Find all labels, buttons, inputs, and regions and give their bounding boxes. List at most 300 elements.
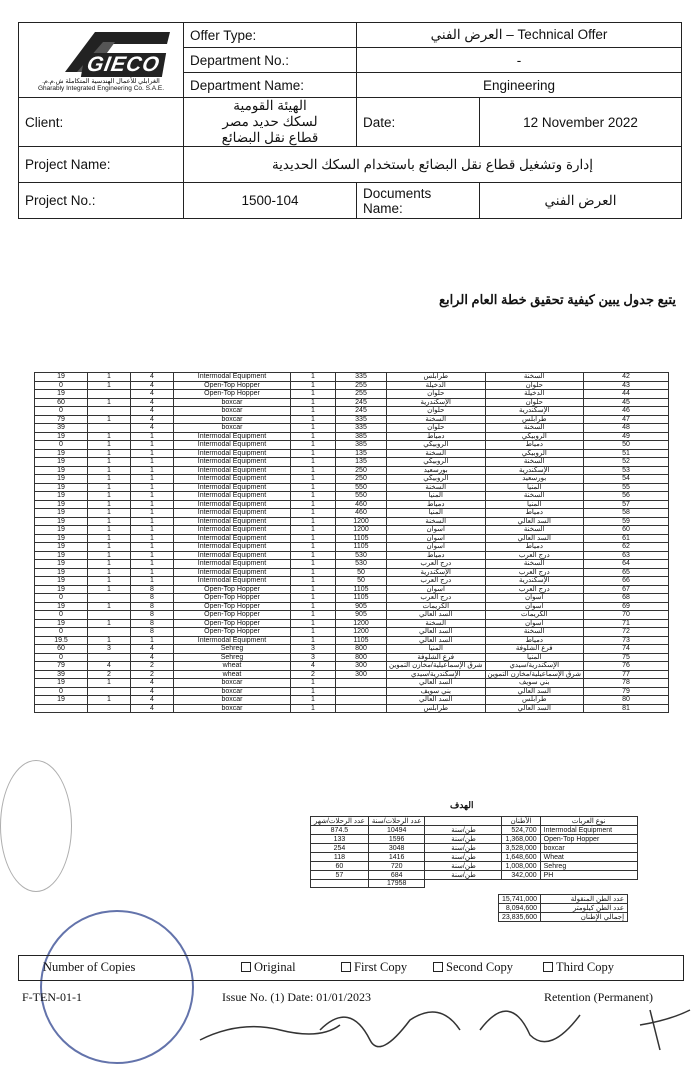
department-name-label: Department Name: [184,73,357,98]
summary-header-row [311,817,638,826]
table-cell: 0 [35,381,88,390]
table-cell: 1 [291,390,336,399]
table-cell: 4 [131,390,174,399]
table-cell: 460 [336,509,387,518]
table-cell: 69 [584,602,669,611]
table-cell: 1 [131,517,174,526]
table-row [35,407,669,416]
table-cell: 80 [584,696,669,705]
section-intro: يتبع جدول يبين كيفية تحقيق خطة العام الرابع [439,292,676,307]
table-cell: طرابلس [387,373,486,382]
table-cell: 550 [336,492,387,501]
table-cell: Open-Top Hopper [174,390,291,399]
table-cell: السخنة [387,449,486,458]
table-cell [336,687,387,696]
table-cell: Intermodal Equipment [174,636,291,645]
table-cell [88,424,131,433]
table-cell: 255 [336,381,387,390]
table-cell: 1 [131,577,174,586]
table-cell: 2 [88,670,131,679]
table-cell: 1 [131,636,174,645]
table-cell: السد العالي [387,696,486,705]
table-cell: 1 [291,415,336,424]
table-cell: 71 [584,619,669,628]
table-cell: 45 [584,398,669,407]
project-no-value: 1500-104 [184,183,357,219]
table-cell: 19 [35,560,88,569]
summary-cell: Intermodal Equipment [540,826,637,835]
table-row [35,517,669,526]
table-cell: المنيا [485,653,584,662]
table-cell: 1 [88,696,131,705]
table-cell: السخنة [387,517,486,526]
table-cell: 1 [88,441,131,450]
table-cell: 46 [584,407,669,416]
table-cell: المنيا [387,509,486,518]
logo-english-name: Gharably Integrated Engineering Co. S.A.E. [37,85,165,92]
table-cell: Open-Top Hopper [174,611,291,620]
table-cell: 60 [35,398,88,407]
table-cell [88,687,131,696]
table-cell: Intermodal Equipment [174,560,291,569]
table-cell: 70 [584,611,669,620]
documents-name-label: Documents Name: [357,183,480,219]
table-cell: 8 [131,602,174,611]
table-cell: 79 [584,687,669,696]
table-cell: 1 [291,636,336,645]
summary-cell: طن/سنة [425,862,502,871]
table-cell: 1 [131,534,174,543]
table-cell: 76 [584,662,669,671]
table-cell: 1200 [336,517,387,526]
table-cell: 19 [35,449,88,458]
copies-label: Number of Copies [43,960,136,974]
table-cell [88,390,131,399]
table-cell: Intermodal Equipment [174,577,291,586]
table-row [35,619,669,628]
table-cell: Open-Top Hopper [174,381,291,390]
table-cell: دمياط [387,500,486,509]
table-row [35,441,669,450]
table-cell: الكريمات [485,611,584,620]
table-cell: 1105 [336,594,387,603]
table-cell: أسوان [485,619,584,628]
summary-cell: طن/سنة [425,853,502,862]
logo-wordmark: GIECO [81,53,166,77]
table-cell: 19 [35,679,88,688]
offer-type-value: العرض الفني – Technical Offer [357,23,682,48]
table-cell: 19 [35,458,88,467]
table-cell: دمياط [485,509,584,518]
totals-table [498,894,628,922]
summary-cell: 1596 [368,835,425,844]
table-cell: 1 [131,449,174,458]
table-row [35,704,669,713]
table-cell: 58 [584,509,669,518]
totals-row [499,913,628,922]
table-cell: الروبيكي [485,432,584,441]
table-cell: 1 [291,611,336,620]
table-cell: 1 [291,407,336,416]
table-row [35,466,669,475]
table-cell: 1 [291,679,336,688]
table-cell: 8 [131,611,174,620]
table-cell: شرق الإسماعيلية/مخازن التموين [485,670,584,679]
table-cell: 1 [291,585,336,594]
table-cell: boxcar [174,415,291,424]
table-cell: دمياط [485,636,584,645]
summary-row [311,853,638,862]
table-cell: أسوان [387,543,486,552]
table-cell: 800 [336,645,387,654]
table-cell: 255 [336,390,387,399]
original-option: Original [241,960,296,975]
table-cell: 19 [35,568,88,577]
table-cell: السخنة [387,415,486,424]
table-cell: الكريمات [387,602,486,611]
table-cell: 1 [291,526,336,535]
table-cell: 56 [584,492,669,501]
table-cell: أسوان [485,594,584,603]
summary-cell: طن/سنة [425,826,502,835]
table-cell: 8 [131,619,174,628]
table-cell: 0 [35,407,88,416]
table-cell: 60 [35,645,88,654]
table-cell: 1 [131,543,174,552]
table-cell: الروبيكي [387,441,486,450]
table-cell [88,611,131,620]
table-cell: 1 [291,534,336,543]
table-cell: 67 [584,585,669,594]
table-cell: 50 [336,568,387,577]
table-cell: السخنة [485,526,584,535]
summary-cell: طن/سنة [425,871,502,880]
table-cell: طرابلس [387,704,486,713]
table-cell: 77 [584,670,669,679]
date-value: 12 November 2022 [480,98,682,147]
table-cell: 335 [336,424,387,433]
table-cell: 19 [35,475,88,484]
table-row [35,390,669,399]
table-cell: Open-Top Hopper [174,602,291,611]
table-cell: Intermodal Equipment [174,568,291,577]
table-row [35,594,669,603]
table-cell: 1 [291,687,336,696]
table-cell: الروبيكي [387,475,486,484]
table-cell: Sehreg [174,653,291,662]
table-row [35,687,669,696]
table-row [35,543,669,552]
table-cell: 0 [35,687,88,696]
table-cell: 19 [35,390,88,399]
table-cell: 1 [291,475,336,484]
summary-cell: طن/سنة [425,844,502,853]
table-cell: 4 [131,415,174,424]
table-cell: 19 [35,577,88,586]
table-cell: Intermodal Equipment [174,449,291,458]
table-row [35,475,669,484]
table-cell: 75 [584,653,669,662]
client-label: Client: [19,98,184,147]
table-cell: 1 [88,466,131,475]
company-stamp [40,910,194,1064]
table-cell: 3 [291,645,336,654]
table-cell: 19 [35,696,88,705]
table-cell: 1 [88,679,131,688]
table-cell: 44 [584,390,669,399]
table-cell: Intermodal Equipment [174,526,291,535]
table-cell: دمياط [485,441,584,450]
table-cell: حلوان [387,390,486,399]
table-cell: 1105 [336,585,387,594]
table-cell: 530 [336,551,387,560]
table-cell: حلوان [485,398,584,407]
table-cell: 19 [35,373,88,382]
summary-cell: 10494 [368,826,425,835]
table-cell: 73 [584,636,669,645]
table-cell: Intermodal Equipment [174,517,291,526]
table-row [35,662,669,671]
table-cell: 61 [584,534,669,543]
project-name-label: Project Name: [19,147,184,183]
table-cell: درج العرب [387,577,486,586]
table-cell: 74 [584,645,669,654]
table-cell: 8 [131,594,174,603]
table-cell: 57 [584,500,669,509]
table-cell: طرابلس [485,415,584,424]
table-cell: 50 [584,441,669,450]
table-cell: شرق الإسماعيلية/مخازن التموين [387,662,486,671]
table-cell: 63 [584,551,669,560]
summary-cell: 1,648,600 [502,853,540,862]
table-cell: Intermodal Equipment [174,458,291,467]
summary-header-cell: عدد الرحلات/شهر [311,817,369,826]
summary-cell: boxcar [540,844,637,853]
table-cell: المنيا [485,500,584,509]
table-cell: الإسكندرية/سيدي [387,670,486,679]
table-cell: 19 [35,483,88,492]
table-cell: 39 [35,424,88,433]
table-row [35,679,669,688]
summary-cell: 684 [368,871,425,880]
table-cell: 1 [88,577,131,586]
table-cell: 1 [291,619,336,628]
table-row [35,611,669,620]
table-cell: 4 [131,373,174,382]
summary-row [311,844,638,853]
table-cell: 65 [584,568,669,577]
table-row [35,602,669,611]
table-cell: المنيا [485,483,584,492]
table-cell: 4 [88,662,131,671]
table-cell: 19 [35,551,88,560]
summary-cell: PH [540,871,637,880]
table-row [35,398,669,407]
summary-cell: 3,528,000 [502,844,540,853]
table-cell: 52 [584,458,669,467]
table-cell: 1 [88,483,131,492]
table-cell: 4 [131,645,174,654]
table-cell: 4 [131,696,174,705]
table-cell: Intermodal Equipment [174,543,291,552]
table-cell: 19 [35,466,88,475]
table-cell: 245 [336,407,387,416]
table-cell: فرع الشلوفة [485,645,584,654]
table-cell: 1 [131,500,174,509]
summary-cell: 118 [311,853,369,862]
table-cell: 1 [291,594,336,603]
table-cell: 1 [131,441,174,450]
summary-header-cell: عدد الرحلات/سنة [368,817,425,826]
table-cell: 19 [35,543,88,552]
table-cell: 1200 [336,619,387,628]
plan-data-table [34,372,669,713]
table-cell: 3 [291,653,336,662]
table-cell: السد العالي [485,517,584,526]
table-cell: الدخيلة [387,381,486,390]
table-cell: 19 [35,619,88,628]
table-cell: 1 [291,458,336,467]
table-cell: 47 [584,415,669,424]
table-cell: طرابلس [485,696,584,705]
table-cell: 2 [131,670,174,679]
table-cell: Sehreg [174,645,291,654]
summary-row [311,862,638,871]
table-cell: السد العالي [387,679,486,688]
table-cell: 79 [35,415,88,424]
table-cell: 19 [35,526,88,535]
totals-cell: 23,835,600 [499,913,541,922]
table-cell: الإسكندرية [485,407,584,416]
table-cell: الإسكندرية [485,466,584,475]
department-name-value: Engineering [357,73,682,98]
summary-cell: 3048 [368,844,425,853]
table-cell: درج العرب [485,568,584,577]
table-cell: 1 [88,526,131,535]
summary-cell: طن/سنة [425,835,502,844]
table-row [35,653,669,662]
summary-header-cell: الأطنان [502,817,540,826]
table-cell: أسوان [387,534,486,543]
table-cell: 0 [35,628,88,637]
totals-cell: إجمالي الإطنان [541,913,628,922]
table-cell [88,704,131,713]
table-cell: 51 [584,449,669,458]
table-row [35,628,669,637]
table-cell: 905 [336,602,387,611]
table-cell: 0 [35,594,88,603]
table-cell: 4 [131,653,174,662]
table-cell: 19 [35,500,88,509]
table-cell [88,594,131,603]
table-cell: Intermodal Equipment [174,509,291,518]
table-cell: 1 [291,432,336,441]
summary-header-cell: نوع العربات [540,817,637,826]
table-cell: السخنة [485,628,584,637]
table-row [35,458,669,467]
table-cell: 1 [291,373,336,382]
checkbox-icon [241,962,251,972]
table-cell: السد العالي [485,704,584,713]
table-row [35,373,669,382]
table-cell: السد العالي [485,687,584,696]
header-table [18,22,682,219]
table-row [35,509,669,518]
table-cell: بورسعيد [387,466,486,475]
table-cell: 1 [291,602,336,611]
table-cell: 245 [336,398,387,407]
table-row [35,526,669,535]
table-cell: 2 [291,670,336,679]
table-cell: 530 [336,560,387,569]
summary-cell: Open-Top Hopper [540,835,637,844]
table-cell: 460 [336,500,387,509]
table-cell: السخنة [485,560,584,569]
table-cell: boxcar [174,704,291,713]
table-row [35,696,669,705]
table-cell: 1 [88,517,131,526]
table-row [35,568,669,577]
table-cell: Intermodal Equipment [174,492,291,501]
date-label: Date: [357,98,480,147]
table-cell [336,704,387,713]
offer-type-label: Offer Type: [184,23,357,48]
table-cell: 1 [291,696,336,705]
table-cell [35,704,88,713]
table-cell: 1 [131,526,174,535]
table-cell: 62 [584,543,669,552]
retention-info: Retention (Permanent) [544,990,653,1004]
table-cell: الدخيلة [485,390,584,399]
table-cell: Intermodal Equipment [174,475,291,484]
table-row [35,577,669,586]
table-row [35,381,669,390]
table-cell: 250 [336,466,387,475]
table-cell: 1105 [336,543,387,552]
table-cell: درج العرب [387,560,486,569]
table-cell: أسوان [387,585,486,594]
table-cell: 335 [336,373,387,382]
table-cell: 39 [35,670,88,679]
table-cell: بني سويف [387,687,486,696]
table-cell: 1 [131,483,174,492]
table-cell: حلوان [485,381,584,390]
table-cell: 4 [131,398,174,407]
table-cell: الإسكندرية [485,577,584,586]
table-cell: Intermodal Equipment [174,432,291,441]
table-cell: فرع الشلوفة [387,653,486,662]
summary-cell: 133 [311,835,369,844]
summary-cell: Wheat [540,853,637,862]
table-cell: السخنة [387,619,486,628]
table-cell: wheat [174,670,291,679]
table-cell: Open-Top Hopper [174,585,291,594]
table-cell: 1 [131,551,174,560]
table-cell: 2 [131,662,174,671]
first-copy-option: First Copy [341,960,407,975]
table-cell: 1 [88,398,131,407]
table-cell: 1 [131,568,174,577]
summary-cell: 720 [368,862,425,871]
table-cell: wheat [174,662,291,671]
project-no-label: Project No.: [19,183,184,219]
table-cell: 250 [336,475,387,484]
table-cell: 50 [336,577,387,586]
table-cell: 1 [131,432,174,441]
table-cell: Intermodal Equipment [174,441,291,450]
table-cell [88,628,131,637]
table-cell: 1 [291,551,336,560]
